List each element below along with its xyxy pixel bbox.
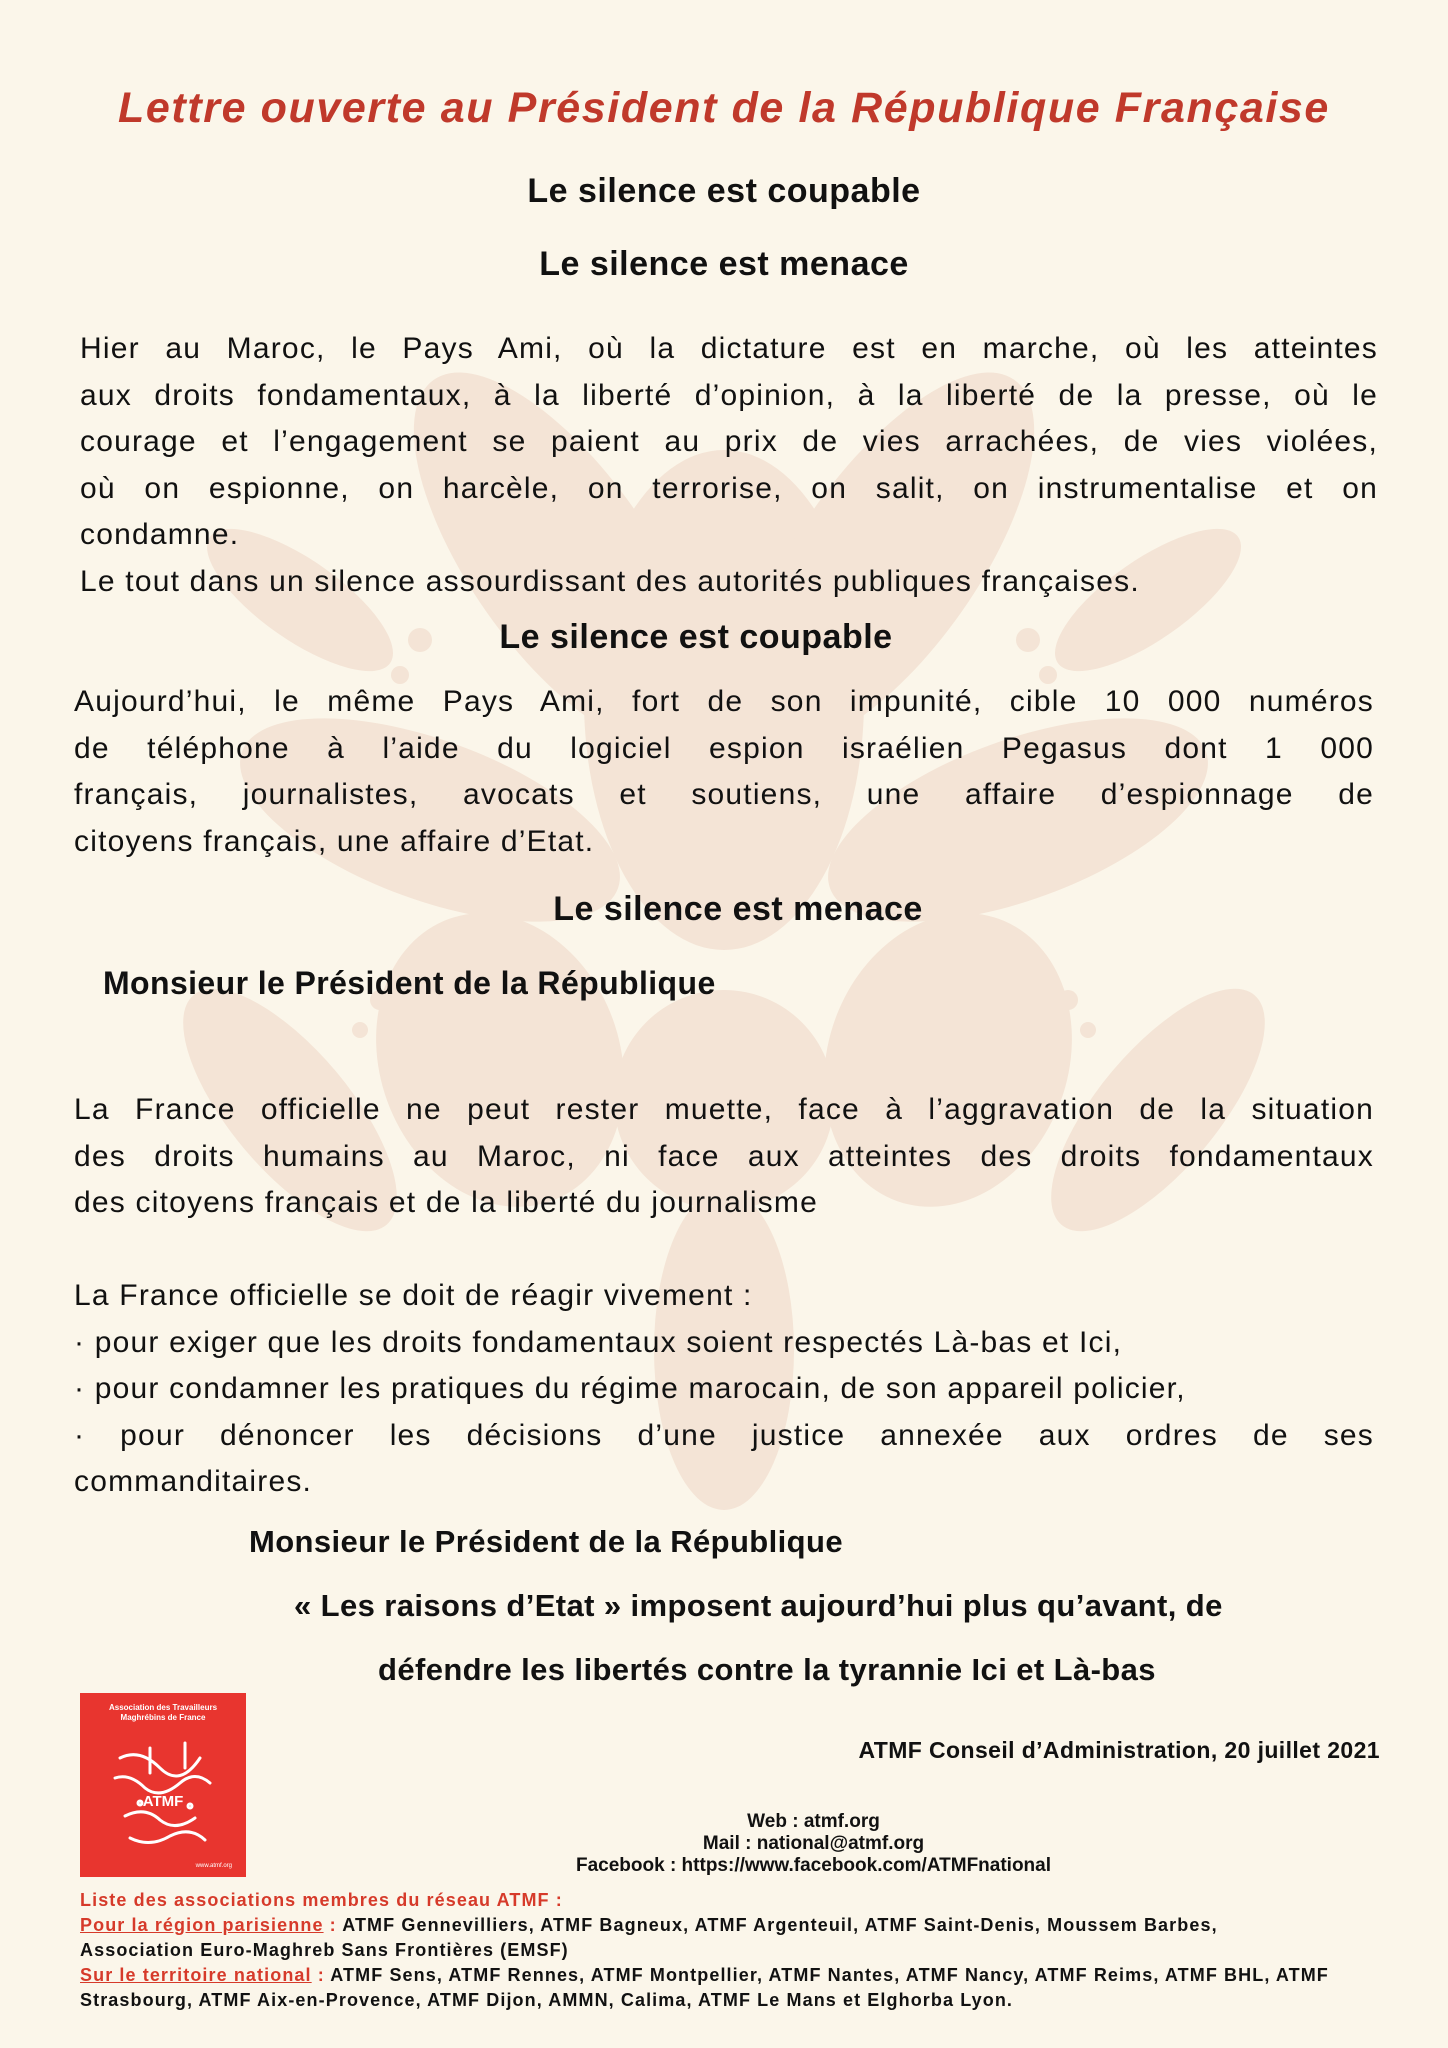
contact-mail[interactable]: Mail : national@atmf.org — [702, 1833, 925, 1854]
heading-silence-menace: Le silence est menace — [553, 890, 923, 928]
paragraph-france-muette — [74, 1087, 1374, 1227]
paragraph-line: commanditaires. — [74, 1465, 313, 1498]
logo-association-text: Association des Travailleurs Maghrébins de France — [108, 1703, 218, 1722]
paragraph-line: où on espionne, on harcèle, on terrorise, on salit, on instrumentalise et on — [80, 471, 1378, 505]
paragraph-line: condamne. — [80, 518, 240, 551]
paragraph-line: de téléphone à l’aide du logiciel espion israélien Pegasus dont 1 000 — [74, 731, 1374, 765]
paragraph-france-reagir — [74, 1273, 1374, 1506]
logo-web: www.atmf.org — [195, 1863, 232, 1869]
heading-silence-menace: Le silence est menace — [539, 245, 909, 283]
paragraph-line: français, journalistes, avocats et soutiens, une affaire d’espionnage de — [74, 778, 1374, 811]
heading-silence-coupable: Le silence est coupable — [499, 618, 893, 656]
paragraph-line: Hier au Maroc, le Pays Ami, où la dictature est en marche, où les atteintes — [80, 332, 1378, 365]
member-associations-list — [80, 1888, 1330, 2013]
territoire-national-list: ATMF Sens, ATMF Rennes, ATMF Montpellier, ATMF Nantes, ATMF Nancy, ATMF Reims, ATMF BHL, ATMF Strasbourg, ATMF Aix-en-Provence, ATMF Dijon, AMMN, Calima, ATMF Le Mans et Elghorba Lyon. — [80, 1965, 1329, 2010]
paragraph-line: citoyens français, une affaire d’Etat. — [74, 824, 595, 858]
logo-name: ATMF — [142, 1793, 184, 1810]
members-region-parisienne: Pour la région parisienne : ATMF Gennevilliers, ATMF Bagneux, ATMF Argenteuil, ATMF Saint-Denis, Moussem Barbes, Association Euro-Maghreb Sans Frontières (EMSF) — [80, 1915, 1218, 1960]
paragraph-line: La France officielle se doit de réagir vivement : — [74, 1279, 753, 1312]
paragraph-line: · pour exiger que les droits fondamentaux soient respectés Là-bas et Ici, — [74, 1325, 1123, 1359]
region-parisienne-list: ATMF Gennevilliers, ATMF Bagneux, ATMF Argenteuil, ATMF Saint-Denis, Moussem Barbes, Association Euro-Maghreb Sans Frontières (EMSF) — [80, 1915, 1218, 1960]
paragraph-line: · pour condamner les pratiques du régime marocain, de son appareil policier, — [74, 1372, 1186, 1405]
paragraph-line: aux droits fondamentaux, à la liberté d’opinion, à la liberté de la presse, où le — [80, 378, 1378, 412]
closing-defendre-libertes: défendre les libertés contre la tyrannie Ici et Là-bas — [378, 1652, 1156, 1687]
heading-silence-coupable: Le silence est coupable — [527, 172, 921, 210]
closing-raisons-detat: « Les raisons d’Etat » imposent aujourd’hui plus qu’avant, de — [294, 1588, 1223, 1623]
paragraph-line: Le tout dans un silence assourdissant des autorités publiques françaises. — [80, 564, 1140, 598]
paragraph-hier-au-maroc — [80, 326, 1378, 605]
paragraph-line: des droits humains au Maroc, ni face aux atteintes des droits fondamentaux — [74, 1139, 1374, 1173]
region-parisienne-label: Pour la région parisienne — [80, 1915, 324, 1935]
paragraph-line: · pour dénoncer les décisions d’une justice annexée aux ordres de ses — [74, 1418, 1374, 1452]
contact-web[interactable]: Web : atmf.org — [747, 1811, 880, 1832]
paragraph-line: des citoyens français et de la liberté du journalisme — [74, 1186, 818, 1219]
signature: ATMF Conseil d’Administration, 20 juillet 2021 — [858, 1737, 1380, 1763]
heading-monsieur-le-president: Monsieur le Président de la République — [103, 965, 716, 1001]
territoire-national-label: Sur le territoire national — [80, 1965, 312, 1985]
contact-facebook[interactable]: Facebook : https://www.facebook.com/ATMFnational — [575, 1855, 1052, 1876]
paragraph-line: Aujourd’hui, le même Pays Ami, fort de son impunité, cible 10 000 numéros — [74, 685, 1374, 718]
paragraph-line: La France officielle ne peut rester muette, face à l’aggravation de la situation — [74, 1093, 1374, 1126]
closing-monsieur-le-president: Monsieur le Président de la République — [249, 1524, 843, 1559]
members-territoire-national: Sur le territoire national : ATMF Sens, ATMF Rennes, ATMF Montpellier, ATMF Nantes, ATMF Nancy, ATMF Reims, ATMF BHL, ATMF Strasbourg, ATMF Aix-en-Provence, ATMF Dijon, AMMN, Calima, ATMF Le Mans et Elghorba Lyon. — [80, 1965, 1329, 2010]
paragraph-line: courage et l’engagement se paient au prix de vies arrachées, de vies violées, — [80, 425, 1378, 458]
members-intro: Liste des associations membres du réseau ATMF : — [80, 1890, 563, 1910]
paragraph-aujourdhui — [74, 679, 1374, 865]
letter-title: Lettre ouverte au Président de la République Française — [118, 84, 1330, 132]
